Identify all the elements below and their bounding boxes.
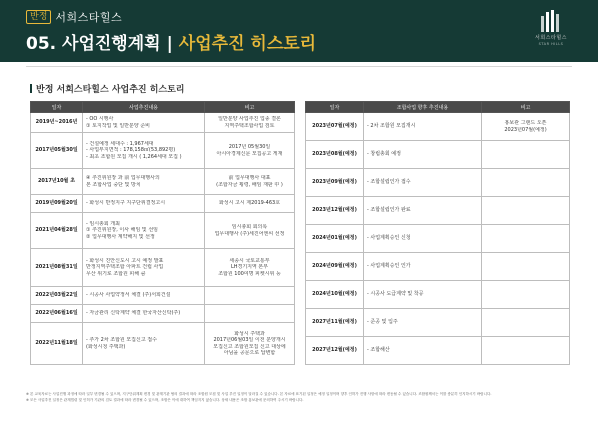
row-note <box>205 287 295 305</box>
row-content: - 사업계획승인 신청 <box>364 225 482 253</box>
row-date: 2019년09월20일 <box>31 195 83 213</box>
page-title-main: 05. 사업진행계획 <box>26 34 161 54</box>
row-date: 2017년05월30일 <box>31 133 83 169</box>
future-plan-table <box>305 101 570 365</box>
row-date: 2021년04월28일 <box>31 213 83 249</box>
row-note <box>205 113 295 133</box>
logo-text: 서희스타힐스 <box>535 35 567 41</box>
row-content <box>83 195 205 213</box>
brand-badge: 반정 <box>26 10 51 24</box>
note-line: 화성시 주택과 <box>234 330 265 337</box>
row-note <box>482 337 570 365</box>
row-note <box>205 249 295 287</box>
content-line: 무산 위기로 조합원 피해 큼 <box>86 270 146 277</box>
content-line: ① 추진위원장, 이사 해임 및 선임 <box>86 227 158 234</box>
note-line: 임시총회 회의록 <box>231 224 268 230</box>
row-date: 2027년12월(예정) <box>306 337 364 365</box>
page-title <box>26 29 316 54</box>
table-row <box>306 309 570 337</box>
row-content: - 2차 조합원 모집개시 <box>364 113 482 141</box>
section-marker <box>30 84 32 93</box>
row-content: - 조합설립인가 완료 <box>364 197 482 225</box>
table-row <box>306 281 570 309</box>
content-line: 본 조합사업 중단 및 방치 <box>86 181 141 188</box>
row-content <box>83 323 205 365</box>
row-note <box>482 225 570 253</box>
table-header-row <box>306 102 570 113</box>
note-line: 화성시 고시 제2019-463호 <box>218 200 281 207</box>
row-note <box>482 169 570 197</box>
row-date: 2024년10월(예정) <box>306 281 364 309</box>
table-row <box>31 195 295 213</box>
content-line: - 건설예정 세대수 : 1,967세대 <box>86 140 154 147</box>
note-line: 2017년 05월30일 <box>228 144 271 150</box>
row-content <box>83 287 205 305</box>
page-header <box>0 0 598 62</box>
note-line: 모집신고 조합원모집 신고 대상에 <box>213 343 286 350</box>
table-row <box>31 169 295 195</box>
note-line: 홍보관 그랜드 오픈 <box>504 120 547 126</box>
row-content: - 조합설립인가 접수 <box>364 169 482 197</box>
row-content <box>83 249 205 287</box>
table-row <box>31 287 295 305</box>
content-line: - 추가 2차 조합원 모집신고 접수 <box>86 337 157 343</box>
row-date: 2022년06월16일 <box>31 305 83 323</box>
footnote-line: ※ 본 교육자료는 사업진행 과정에 따라 일부 변경될 수 있으며, 지구단위계획 변경 및 관계기관 협의 결과에 따라 조합원 모집 및 사업 추진 일정이 달라질 수 있습니다. 본 자료에 표기된 일정은 예정 일정이며 향후 인허가 진행 사항에 따라 변동될 수 있습니다. 조합원께서는 이를 충분히 인지하시기 바랍니다. <box>26 392 492 396</box>
content-line: 반정지역주택조합 아파트 건립 사업 <box>86 264 164 271</box>
note-line: 아시아경제신문 모집공고 게재 <box>216 150 283 157</box>
row-note <box>205 323 295 365</box>
row-content: - 사업계획승인 인가 <box>364 253 482 281</box>
table-row <box>31 213 295 249</box>
row-note <box>205 305 295 323</box>
content-line: - 임시총회 개최 <box>86 220 120 227</box>
logo-icon <box>538 10 564 32</box>
column-header-note: 비고 <box>205 102 295 113</box>
row-note <box>205 195 295 213</box>
table-row <box>31 305 295 323</box>
row-content <box>83 113 205 133</box>
section-title-text: 반정 서희스타힐스 사업추진 히스토리 <box>36 85 185 95</box>
table-row <box>306 141 570 169</box>
footnote <box>26 392 572 403</box>
content-line: - OO 시행사 <box>86 116 114 122</box>
page-title-sub: 사업추진 히스토리 <box>178 34 317 54</box>
content-line: - 사업부지면적 : 178,158㎡(53,892평) <box>86 147 176 154</box>
row-date: 2019년~2016년 <box>31 113 83 133</box>
table-row <box>306 197 570 225</box>
row-note <box>482 253 570 281</box>
row-note <box>482 113 570 141</box>
note-line: 지역주택조합사업 검토 <box>224 122 275 129</box>
note-line: 아님을 공문으로 답변함 <box>223 350 276 356</box>
table-row <box>306 113 570 141</box>
row-content: - 창립총회 예정 <box>364 141 482 169</box>
table-row <box>306 253 570 281</box>
row-note <box>205 213 295 249</box>
note-line: 조합원 100여명 피켓시위 등 <box>218 270 281 277</box>
row-date: 2024년01월(예정) <box>306 225 364 253</box>
content-line: - 최초 조합원 모집 개시 ( 1,264세대 모집 ) <box>86 153 182 160</box>
row-content: - 준공 및 입주 <box>364 309 482 337</box>
note-line: 일반분양 사업추진 업종 결론 <box>218 116 281 122</box>
logo-subtext: STAR HILLS <box>538 42 564 46</box>
content-line: - 화성시 진안신도시 고시 예정 발표 <box>86 257 164 264</box>
row-note <box>482 141 570 169</box>
table-row <box>306 169 570 197</box>
history-table <box>30 101 295 365</box>
column-header-content: 사업추진내용 <box>83 102 205 113</box>
brand-name: 서희스타힐스 <box>55 11 123 24</box>
note-line: 업무대행사 (주)세진어엔씨 선정 <box>214 230 285 237</box>
section-title <box>30 82 185 95</box>
note-line: 2023년07월(예정) <box>504 126 547 133</box>
table-header-row <box>31 102 295 113</box>
note-line: 세종시 국토교통부 <box>229 257 270 264</box>
content-line: ① 토지작업 및 일반분양 준비 <box>86 122 150 129</box>
row-note <box>205 133 295 169</box>
column-header-date: 일자 <box>306 102 364 113</box>
row-date: 2017년10월 초 <box>31 169 83 195</box>
row-note <box>482 281 570 309</box>
row-date: 2022년11월18일 <box>31 323 83 365</box>
row-note <box>482 309 570 337</box>
row-content: - 시공사 도급계약 및 착공 <box>364 281 482 309</box>
title-separator: | <box>166 34 173 54</box>
content-line: ② 업무대행사 계약해지 및 선정 <box>86 233 155 240</box>
row-content: - 조합해산 <box>364 337 482 365</box>
row-date: 2023년08월(예정) <box>306 141 364 169</box>
content-line: (화성시청 주택과) <box>86 343 126 350</box>
column-header-date: 일자 <box>31 102 83 113</box>
footnote-line: ※ 모든 사업추진 일정은 관계법령 및 인허가 기관의 검토 결과에 따라 변경될 수 있으며, 조합은 이에 대하여 책임지지 않습니다. 상세 내용은 조합 홍보관에 문의하여 주시기 바랍니다. <box>26 397 304 402</box>
note-line: 前 업무대행사 대표 <box>228 175 271 181</box>
logo <box>528 10 574 46</box>
row-date: 2023년09월(예정) <box>306 169 364 197</box>
row-note <box>482 197 570 225</box>
brand <box>26 9 122 25</box>
column-header-content: 조합사업 향후 추진내용 <box>364 102 482 113</box>
divider <box>26 66 572 67</box>
row-date: 2023년12월(예정) <box>306 197 364 225</box>
content-line: - 화성시 반정지구 지구단위결정고시 <box>86 200 166 207</box>
table-row <box>306 225 570 253</box>
row-content <box>83 133 205 169</box>
row-date: 2022년03월22일 <box>31 287 83 305</box>
content-line: - 자금관리 신탁계약 체결 한국자산신탁(주) <box>86 310 181 317</box>
table-row <box>31 323 295 365</box>
row-content <box>83 305 205 323</box>
note-line: LH경기지역 본부 <box>230 264 269 271</box>
row-date: 2023년07월(예정) <box>306 113 364 141</box>
row-note <box>205 169 295 195</box>
table-row <box>31 133 295 169</box>
row-date: 2027년11월(예정) <box>306 309 364 337</box>
row-date: 2024년09월(예정) <box>306 253 364 281</box>
column-header-note: 비고 <box>482 102 570 113</box>
note-line: 2017년06월03일 이전 분양개시 <box>213 337 286 343</box>
content-line: ④ 추진위원장 과 前 업무대행사의 <box>86 175 160 181</box>
table-row <box>31 249 295 287</box>
table-row <box>306 337 570 365</box>
note-line: (조합자금 횡령, 배임 재판 中 ) <box>216 181 283 188</box>
row-date: 2021년08월31일 <box>31 249 83 287</box>
content-line: - 시공사 사업약정서 체결 (주)서희건설 <box>86 292 171 299</box>
row-content <box>83 169 205 195</box>
table-row <box>31 113 295 133</box>
row-content <box>83 213 205 249</box>
